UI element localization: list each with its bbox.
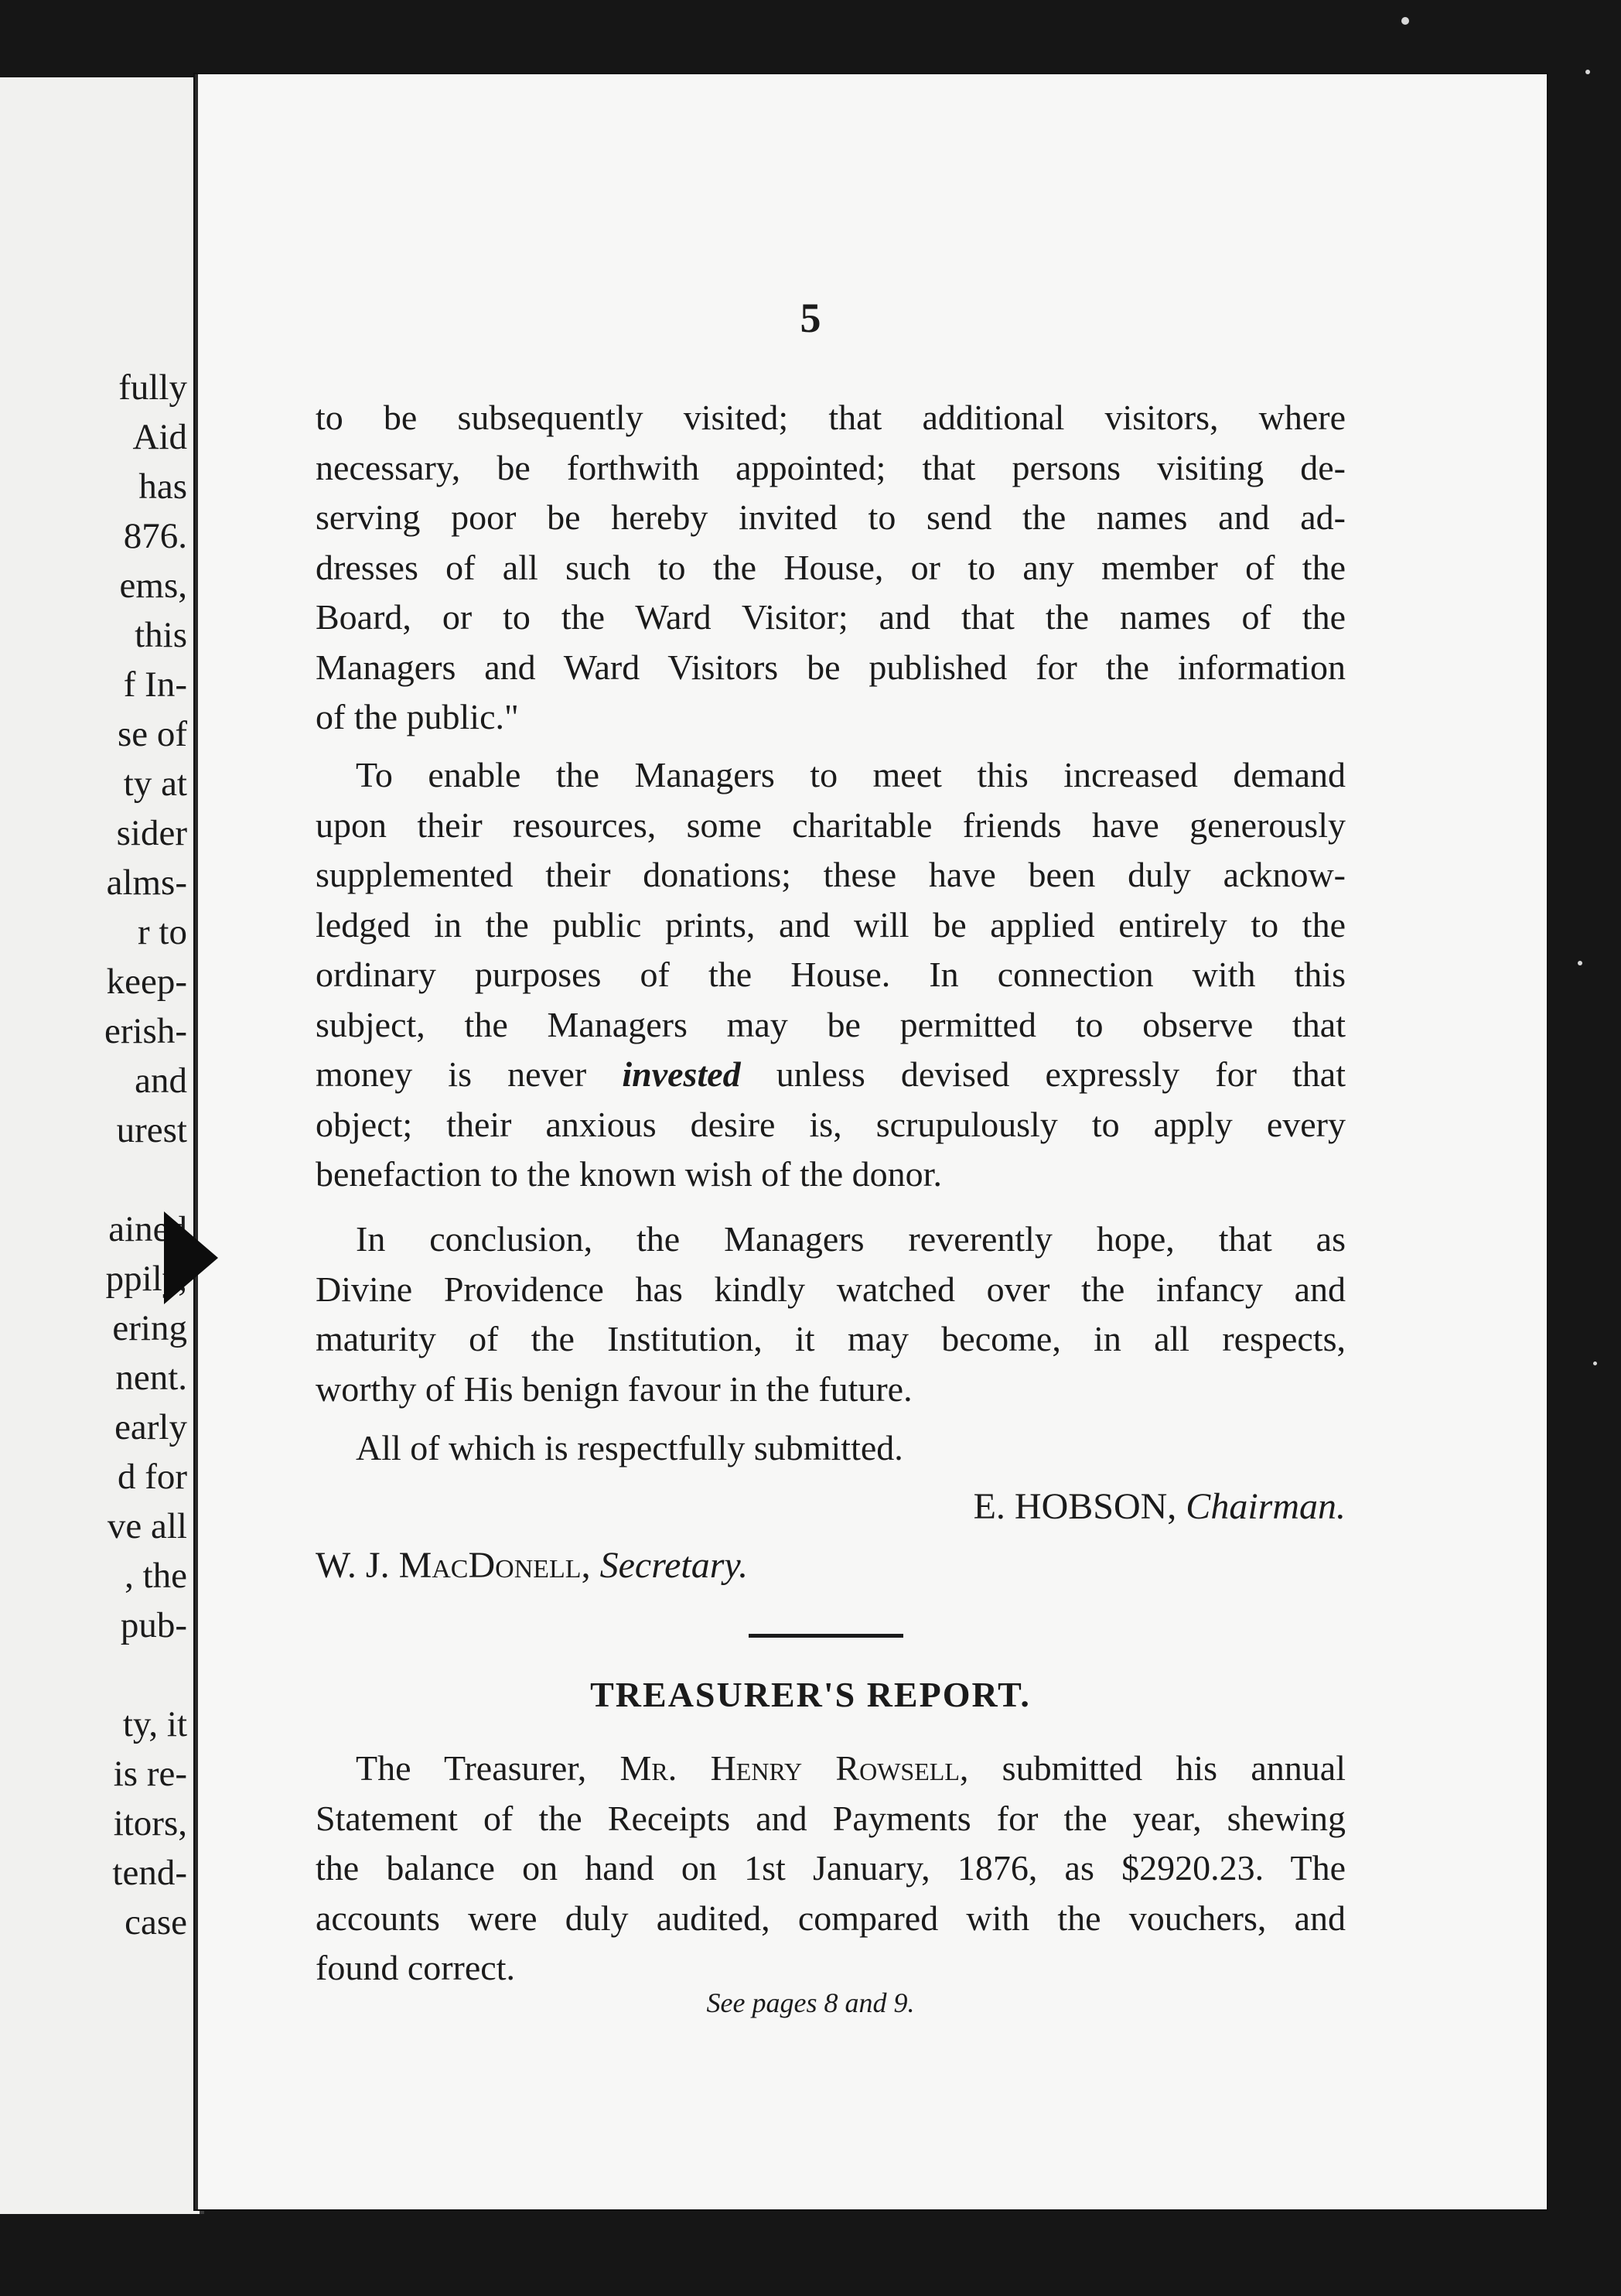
chairman-title: Chairman. xyxy=(1186,1486,1346,1527)
text-line: subject, the Managers may be permitted to observe that xyxy=(316,1004,1346,1044)
left-fragment: ering xyxy=(112,1308,187,1348)
left-fragment: case xyxy=(125,1902,187,1942)
left-fragment: ained xyxy=(108,1209,187,1249)
text-line: ordinary purposes of the House. In connection with this xyxy=(316,955,1346,994)
left-fragment: nent. xyxy=(115,1358,187,1398)
text-line xyxy=(316,1744,1346,1794)
text-line: All of which is respectfully submitted. xyxy=(356,1428,903,1467)
left-fragment: ppily, xyxy=(105,1259,187,1299)
left-fragment: ve all xyxy=(107,1506,187,1546)
text-line: In conclusion, the Managers reverently hope, that as xyxy=(356,1219,1346,1259)
dust-speck xyxy=(1578,961,1582,965)
text-line: Managers and Ward Visitors be published for the information xyxy=(316,647,1346,687)
left-fragment: sider xyxy=(116,813,187,853)
section-heading: TREASURER'S REPORT. xyxy=(590,1675,1031,1714)
left-fragment: early xyxy=(114,1407,187,1447)
section-divider xyxy=(749,1634,903,1638)
text-fragment: The Treasurer, xyxy=(356,1748,620,1788)
left-fragment: tend- xyxy=(112,1853,187,1893)
left-fragment: alms- xyxy=(106,863,187,903)
left-fragment: is re- xyxy=(113,1754,187,1794)
text-line: dresses of all such to the House, or to any member of the xyxy=(316,547,1346,587)
left-fragment: 876. xyxy=(123,516,187,556)
left-fragment: this xyxy=(135,615,187,655)
text-line: of the public." xyxy=(316,697,519,736)
secretary-title: Secretary. xyxy=(599,1545,749,1586)
text-line: object; their anxious desire is, scrupulously to apply every xyxy=(316,1104,1346,1144)
signature-secretary xyxy=(316,1544,1346,1587)
left-fragment: pub- xyxy=(120,1605,187,1645)
text-line: ledged in the public prints, and will be applied entirely to the xyxy=(316,904,1346,945)
paragraph-resources xyxy=(316,750,1346,1200)
text-line: necessary, be forthwith appointed; that persons visiting de- xyxy=(316,447,1346,487)
left-fragment: f In- xyxy=(123,665,187,705)
treasurer-name: Mr. Henry Rowsell, xyxy=(619,1748,969,1788)
text-line: To enable the Managers to meet this increased demand xyxy=(356,755,1346,794)
text-line: found correct. xyxy=(316,1948,515,1987)
paragraph-submitted xyxy=(316,1423,1346,1474)
left-fragment: se of xyxy=(117,714,187,754)
text-line: Statement of the Receipts and Payments for the year, shewing xyxy=(316,1798,1346,1838)
left-fragment: ems, xyxy=(119,565,187,606)
left-fragment: Aid xyxy=(132,417,187,457)
text-line: benefaction to the known wish of the donor. xyxy=(316,1154,942,1194)
text-line: accounts were duly audited, compared with the vouchers, and xyxy=(316,1898,1346,1938)
paragraph-treasurer xyxy=(316,1744,1346,1994)
emphasis-invested: invested xyxy=(622,1054,741,1094)
text-fragment: submitted his annual xyxy=(968,1748,1346,1788)
text-line: Divine Providence has kindly watched over the infancy and xyxy=(316,1269,1346,1309)
left-fragment: has xyxy=(138,466,187,507)
left-fragment: itors, xyxy=(113,1803,187,1843)
page-reference-note: See pages 8 and 9. xyxy=(706,1987,915,2018)
left-fragment: and xyxy=(135,1061,187,1101)
text-fragment: unless devised expressly for that xyxy=(740,1054,1346,1094)
text-line: worthy of His benign favour in the future. xyxy=(316,1368,913,1409)
text-line: supplemented their donations; these have been duly acknow- xyxy=(316,855,1346,894)
left-fragment: fully xyxy=(118,367,187,408)
left-fragment: d for xyxy=(117,1457,187,1497)
paragraph-continuation xyxy=(316,393,1346,743)
left-fragment: ty, it xyxy=(122,1704,187,1744)
dust-speck xyxy=(1593,1362,1597,1365)
binding-notch xyxy=(164,1211,218,1304)
page-number: 5 xyxy=(800,295,821,341)
facing-page-left xyxy=(0,77,204,2214)
dust-speck xyxy=(1585,70,1590,74)
text-line: serving poor be hereby invited to send the names and ad- xyxy=(316,497,1346,537)
chairman-name: E. HOBSON, xyxy=(973,1486,1177,1527)
left-fragment: erish- xyxy=(104,1011,187,1051)
text-line: Board, or to the Ward Visitor; and that the names of the xyxy=(316,597,1346,637)
dust-speck xyxy=(1401,17,1409,25)
left-fragment: r to xyxy=(138,912,187,952)
text-line: maturity of the Institution, it may become, in all respects, xyxy=(316,1319,1346,1358)
signature-chairman xyxy=(316,1485,1346,1528)
left-fragment: ty at xyxy=(123,764,187,804)
text-line: the balance on hand on 1st January, 1876, as $2920.23. The xyxy=(316,1848,1346,1888)
text-line: upon their resources, some charitable friends have generously xyxy=(316,805,1346,845)
paragraph-conclusion xyxy=(316,1215,1346,1414)
left-fragment: keep- xyxy=(106,962,187,1002)
left-fragment: urest xyxy=(116,1110,187,1150)
text-line: to be subsequently visited; that additional visitors, where xyxy=(316,398,1346,437)
left-fragment: , the xyxy=(125,1556,187,1596)
text-line xyxy=(316,1050,1346,1100)
secretary-name: W. J. MacDonell, xyxy=(316,1545,591,1586)
text-fragment: money is never xyxy=(316,1054,623,1094)
